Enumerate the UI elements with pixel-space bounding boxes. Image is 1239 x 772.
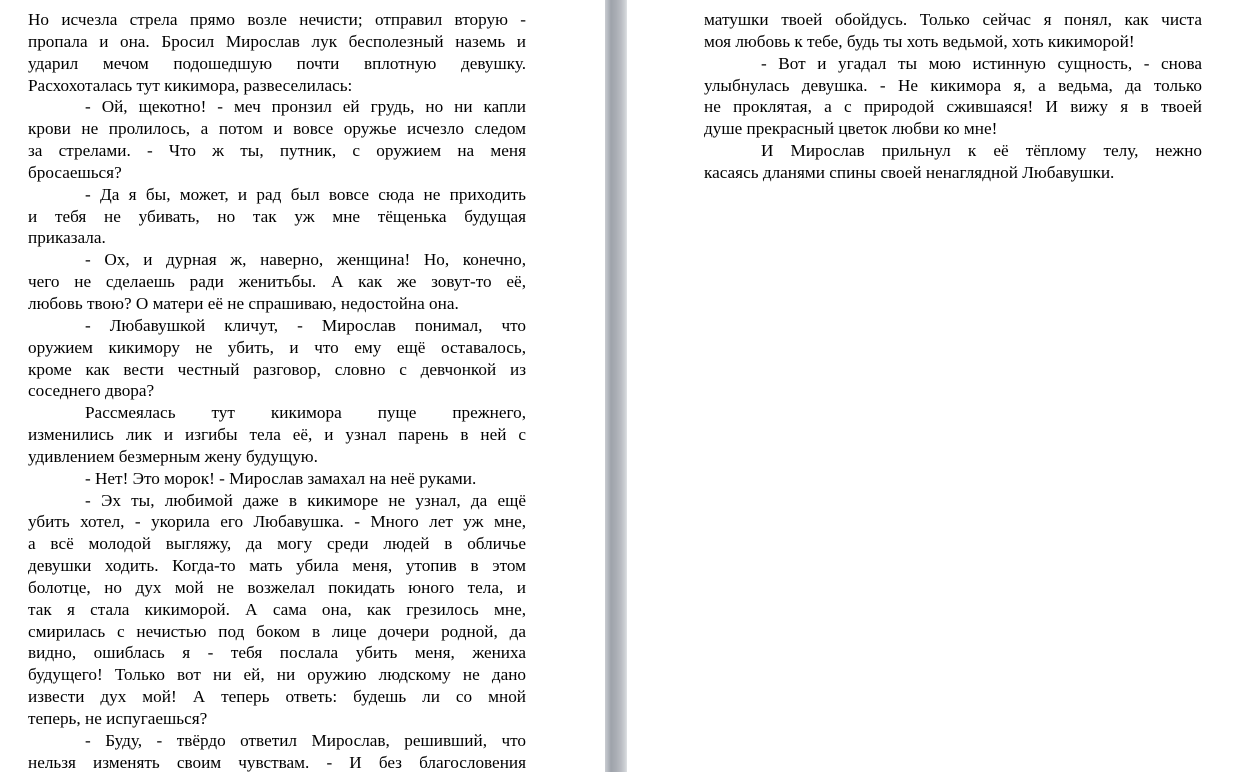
page-left [0,0,605,772]
text-line: девушки ходить. Когда-то мать убила меня, утопив в этом [28,556,526,576]
text-line: - Нет! Это морок! - Мирослав замахал на неё руками. [85,468,477,488]
text-line: а всё молодой выгляжу, да могу среди людей в обличье [28,534,526,554]
text-line: касаясь дланями спины своей ненаглядной Любавушки. [704,162,1115,182]
text-line: соседнего двора? [28,381,155,401]
text-line: не проклятая, а с природой сжившаяся! И вижу я в твоей [704,97,1202,117]
text-line: Но исчезла стрела прямо возле нечисти; отправил вторую - [28,10,526,29]
page-gutter [605,0,627,772]
text-line: нельзя изменять своим чувствам. - И без благословения [28,752,526,772]
page-right-text [704,9,1202,184]
text-line: теперь, не испугаешься? [28,709,208,728]
text-line: моя любовь к тебе, будь ты хоть ведьмой, хоть кикиморой! [704,31,1135,51]
text-line: пропала и она. Бросил Мирослав лук бесполезный наземь и [28,31,526,51]
text-line: приказала. [28,228,106,248]
text-line: - Да я бы, может, и рад был вовсе сюда не приходить [85,184,526,204]
text-line: смирилась с нечистью под боком в лице дочери родной, да [28,621,526,641]
text-line: - Любавушкой кличут, - Мирослав понимал, что [85,315,526,335]
text-line: чего не сделаешь ради женитьбы. А как же зовут-то её, [28,272,526,292]
text-line: любовь твою? О матери её не спрашиваю, недостойна она. [28,293,459,313]
text-line: - Буду, - твёрдо ответил Мирослав, решивший, что [85,730,526,750]
text-line: видно, ошиблась я - тебя послала убить меня, жениха [28,643,526,663]
text-line: матушки твоей обойдусь. Только сейчас я понял, как чиста [704,10,1202,29]
text-line: - Ох, и дурная ж, наверно, женщина! Но, конечно, [85,250,526,270]
text-line: бросаешься? [28,162,122,182]
text-line: удивлением безмерным жену будущую. [28,446,318,466]
page-right [627,0,1239,772]
text-line: оружием кикимору не убить, и что ему ещё оставалось, [28,337,526,357]
text-line: - Ой, щекотно! - меч пронзил ей грудь, но ни капли [85,97,526,117]
text-line: болотце, но дух мой не возжелал покидать юного тела, и [28,577,526,597]
text-line: ударил мечом подошедшую почти вплотную девушку. [28,53,526,73]
text-line: улыбнулась девушка. - Не кикимора я, а ведьма, да только [704,75,1202,95]
text-line: кроме как вести честный разговор, словно с девчонкой из [28,359,526,379]
text-line: крови не пролилось, а потом и вовсе оружье исчезло следом [28,119,526,139]
text-line: - Эх ты, любимой даже в кикиморе не узнал, да ещё [85,490,526,510]
text-line: Рассмеялась тут кикимора пуще прежнего, [85,403,526,423]
text-line: - Вот и угадал ты мою истинную сущность, - снова [761,53,1202,73]
text-line: и тебя не убивать, но так уж мне тёщенька будущая [28,206,526,226]
text-line: за стрелами. - Что ж ты, путник, с оружием на меня [28,141,526,161]
text-line: будущего! Только вот ни ей, ни оружию людскому не дано [28,665,526,685]
text-line: извести дух мой! А теперь ответь: будешь ли со мной [28,687,526,707]
text-line: Расхохоталась тут кикимора, развеселилась: [28,75,353,95]
text-line: душе прекрасный цветок любви ко мне! [704,119,998,139]
text-line: так я стала кикиморой. А сама она, как грезилось мне, [28,599,526,619]
text-line: И Мирослав прильнул к её тёплому телу, нежно [761,141,1202,161]
text-line: изменились лик и изгибы тела её, и узнал парень в ней с [28,425,526,445]
text-line: убить хотел, - укорила его Любавушка. - Много лет уж мне, [28,512,526,532]
page-left-text [28,9,526,772]
